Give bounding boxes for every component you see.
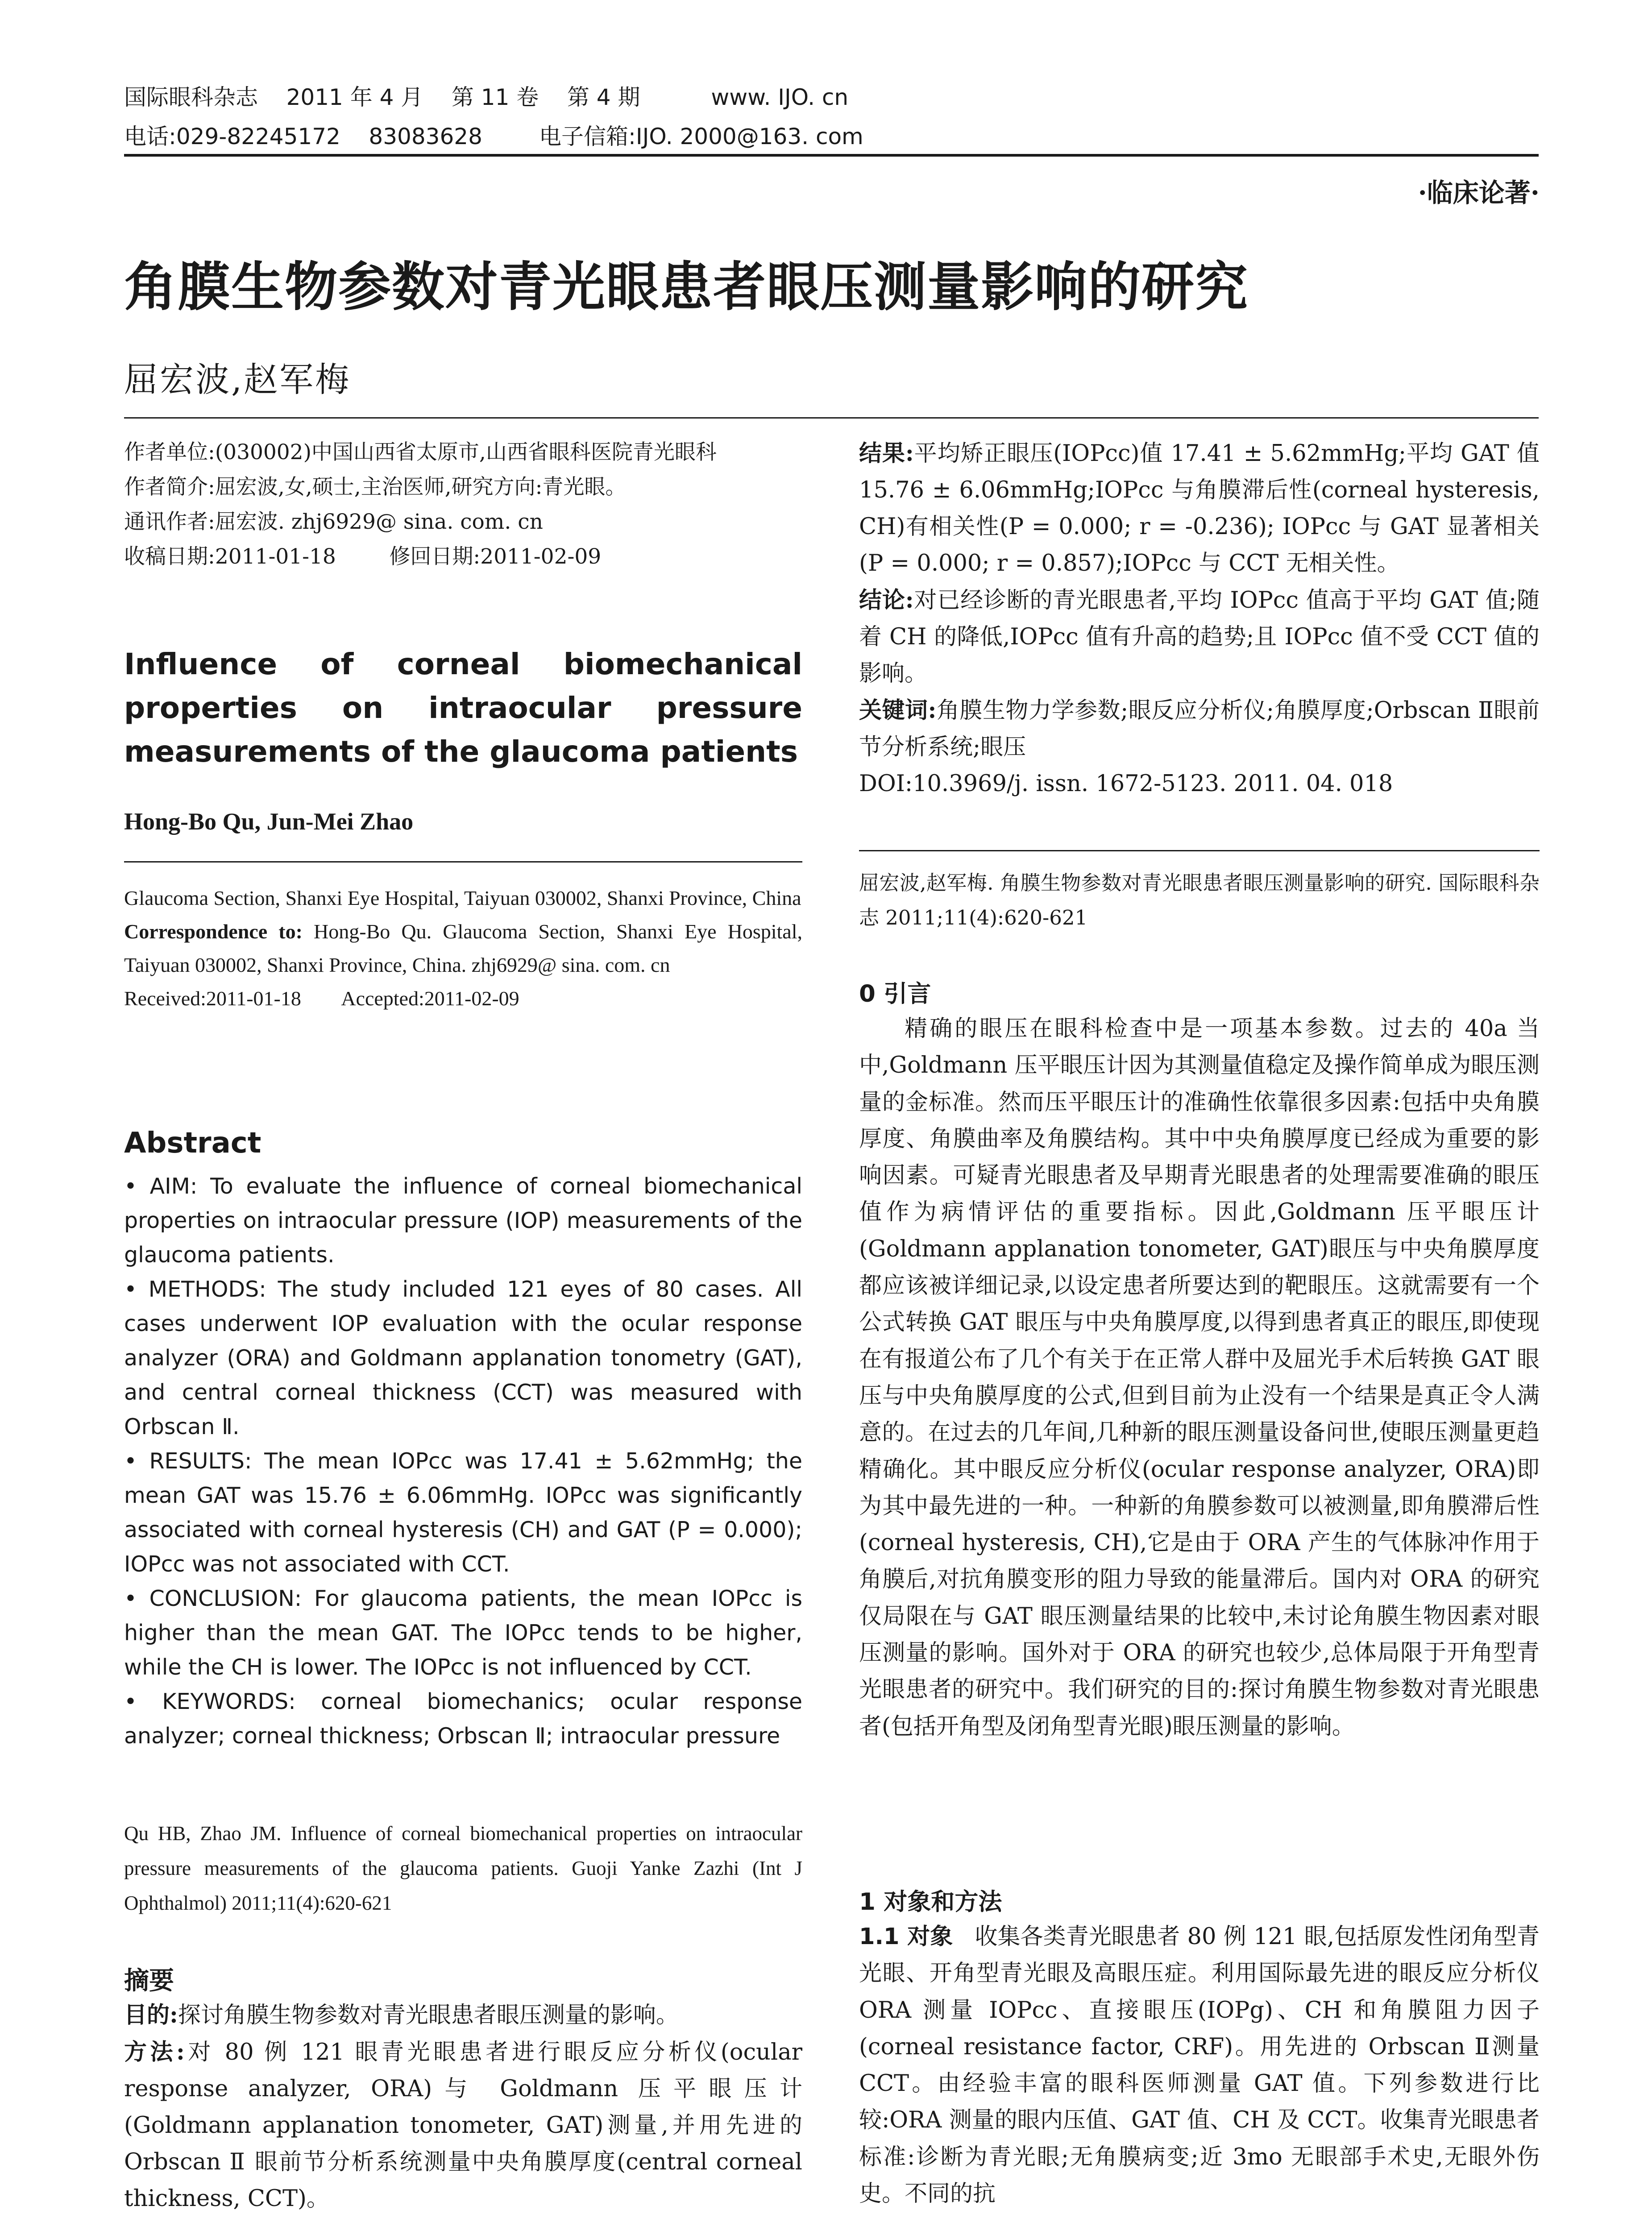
en-address: Glaucoma Section, Shanxi Eye Hospital, Taiyuan 030002, Shanxi Province, China xyxy=(124,887,801,909)
cn-abstract-continued xyxy=(859,435,1540,802)
abstract-results: • RESULTS: The mean IOPcc was 17.41 ± 5.62mmHg; the mean GAT was 15.76 ± 6.06mmHg. IOPcc was significantly associated with corneal hysteresis (CH) and GAT (P = 0.000); IOPcc was not associated with CCT. xyxy=(124,1448,802,1577)
cn-results: 结果:平均矫正眼压(IOPcc)值 17.41 ± 5.62mmHg;平均 GAT 值 15.76 ± 6.06mmHg;IOPcc 与角膜滞后性(corneal hysteresis, CH)有相关性(P = 0.000; r = -0.236); IOPcc 与 GAT 显著相关(P = 0.000; r = 0.857);IOPcc 与 CCT 无相关性。 xyxy=(859,440,1540,576)
subsection-1-1: 1.1 对象 xyxy=(859,1924,953,1950)
dates-cn: 收稿日期:2011-01-18 修回日期:2011-02-09 xyxy=(124,544,602,569)
en-dates: Received:2011-01-18 Accepted:2011-02-09 xyxy=(124,987,519,1010)
en-correspondence: Correspondence to: Hong-Bo Qu. Glaucoma Section, Shanxi Eye Hospital, Taiyuan 030002, Shanxi Province, China. zhj6929@ sina. com. cn xyxy=(124,920,802,976)
authors-cn: 屈宏波,赵军梅 xyxy=(124,360,351,399)
title-rule xyxy=(124,417,1539,419)
abstract-aim: • AIM: To evaluate the influence of corneal biomechanical properties on intraocular pressure (IOP) measurements of the glaucoma patients. xyxy=(124,1174,802,1268)
doi-rule xyxy=(859,850,1540,851)
header-rule xyxy=(124,154,1539,157)
abstract-heading: Abstract xyxy=(124,1127,261,1160)
corresponding-cn: 通讯作者:屈宏波. zhj6929@ sina. com. cn xyxy=(124,510,543,534)
doi: DOI:10.3969/j. issn. 1672-5123. 2011. 04. 018 xyxy=(859,771,1393,797)
abstract-conclusion: • CONCLUSION: For glaucoma patients, the mean IOPcc is higher than the mean GAT. The IOPcc tends to be higher, while the CH is lower. The IOPcc is not influenced by CCT. xyxy=(124,1586,802,1680)
cn-keywords: 关键词:角膜生物力学参数;眼反应分析仪;角膜厚度;Orbscan Ⅱ眼前节分析系统;眼压 xyxy=(859,697,1540,760)
cn-citation: 屈宏波,赵军梅. 角膜生物参数对青光眼患者眼压测量影响的研究. 国际眼科杂志 2011;11(4):620-621 xyxy=(859,871,1540,929)
journal-header-line2: 电话:029-82245172 83083628 电子信箱:IJO. 2000@163. com xyxy=(124,124,863,149)
intro-heading: 0 引言 xyxy=(859,980,931,1008)
cn-abstract-body xyxy=(124,1997,802,2217)
intro-body xyxy=(859,1011,1540,1745)
author-meta-cn xyxy=(124,435,802,574)
methods-heading: 1 对象和方法 xyxy=(859,1888,1002,1916)
english-citation: Qu HB, Zhao JM. Influence of corneal biomechanical properties on intraocular pressure measurements of the glaucoma patients. Guoji Yanke Zazhi (Int J Ophthalmol) 2011;11(4):620-621 xyxy=(124,1822,802,1914)
en-authors-rule xyxy=(124,861,802,863)
english-authors: Hong-Bo Qu, Jun-Mei Zhao xyxy=(124,808,414,835)
section-tag: ·临床论著· xyxy=(1418,178,1540,208)
methods-paragraph: 1.1 对象 收集各类青光眼患者 80 例 121 眼,包括原发性闭角型青光眼、开角型青光眼及高眼压症。利用国际最先进的眼反应分析仪 ORA 测量 IOPcc、直接眼压(IOPg)、CH 和角膜阻力因子(corneal resistance factor, CRF)。用先进的 Orbscan Ⅱ测量 CCT。由经验丰富的眼科医师测量 GAT 值。下列参数进行比较:ORA 测量的眼内压值、GAT 值、CH 及 CCT。收集青光眼患者标准:诊断为青光眼;无角膜病变;近 3mo 无眼部手术史,无眼外伤史。不同的抗 xyxy=(859,1924,1540,2207)
intro-paragraph: 精确的眼压在眼科检查中是一项基本参数。过去的 40a 当中,Goldmann 压平眼压计因为其测量值稳定及操作简单成为眼压测量的金标准。然而压平眼压计的准确性依靠很多因素:包括中央角膜厚度、角膜曲率及角膜结构。其中中央角膜厚度已经成为重要的影响因素。可疑青光眼患者及早期青光眼患者的处理需要准确的眼压值作为病情评估的重要指标。因此,Goldmann 压平眼压计(Goldmann applanation tonometer, GAT)眼压与中央角膜厚度都应该被详细记录,以设定患者所要达到的靶眼压。这就需要有一个公式转换 GAT 眼压与中央角膜厚度,以得到患者真正的眼压,即使现在有报道公布了几个有关于在正常人群中及屈光手术后转换 GAT 眼压与中央角膜厚度的公式,但到目前为止没有一个结果是真正令人满意的。在过去的几年间,几种新的眼压测量设备问世,使眼压测量更趋精确化。其中眼反应分析仪(ocular response analyzer, ORA)即为其中最先进的一种。一种新的角膜参数可以被测量,即角膜滞后性(corneal hysteresis, CH),它是由于 ORA 产生的气体脉冲作用于角膜后,对抗角膜变形的阻力导致的能量滞后。国内对 ORA 的研究仅局限在与 GAT 眼压测量结果的比较中,未讨论角膜生物因素对眼压测量的影响。国外对于 ORA 的研究也较少,总体局限于开角型青光眼患者的研究中。我们研究的目的:探讨角膜生物参数对青光眼患者(包括开角型及闭角型青光眼)眼压测量的影响。 xyxy=(859,1016,1540,1740)
journal-header-line1: 国际眼科杂志 2011 年 4 月 第 11 卷 第 4 期 www. IJO. cn xyxy=(124,84,849,110)
english-title: Influence of corneal biomechanical properties on intraocular pressure measurements of the glaucoma patients xyxy=(124,647,802,769)
cn-methods: 方法:对 80 例 121 眼青光眼患者进行眼反应分析仪(ocular response analyzer, ORA)与 Goldmann 压平眼压计(Goldmann applanation tonometer, GAT)测量,并用先进的 Orbscan Ⅱ 眼前节分析系统测量中央角膜厚度(central corneal thickness, CCT)。 xyxy=(124,2039,802,2212)
cn-conclusion: 结论:对已经诊断的青光眼患者,平均 IOPcc 值高于平均 GAT 值;随着 CH 的降低,IOPcc 值有升高的趋势;且 IOPcc 值不受 CCT 值的影响。 xyxy=(859,587,1540,687)
article-title: 角膜生物参数对青光眼患者眼压测量影响的研究 xyxy=(124,256,1249,318)
abstract-keywords: • KEYWORDS: corneal biomechanics; ocular response analyzer; corneal thickness; Orbscan Ⅱ; intraocular pressure xyxy=(124,1689,802,1749)
cn-abstract-heading: 摘要 xyxy=(124,1966,174,1995)
methods-body xyxy=(859,1919,1540,2212)
abstract-methods: • METHODS: The study included 121 eyes of 80 cases. All cases underwent IOP evaluation with the ocular response analyzer (ORA) and Goldmann applanation tonometry (GAT), and central corneal thickness (CCT) was measured with Orbscan Ⅱ. xyxy=(124,1277,802,1439)
affiliation-cn: 作者单位:(030002)中国山西省太原市,山西省眼科医院青光眼科 xyxy=(124,440,717,464)
english-affiliation xyxy=(124,881,802,1015)
bio-cn: 作者简介:屈宏波,女,硕士,主治医师,研究方向:青光眼。 xyxy=(124,475,627,499)
cn-aim: 目的:探讨角膜生物参数对青光眼患者眼压测量的影响。 xyxy=(124,2002,679,2028)
abstract-body xyxy=(124,1169,802,1753)
